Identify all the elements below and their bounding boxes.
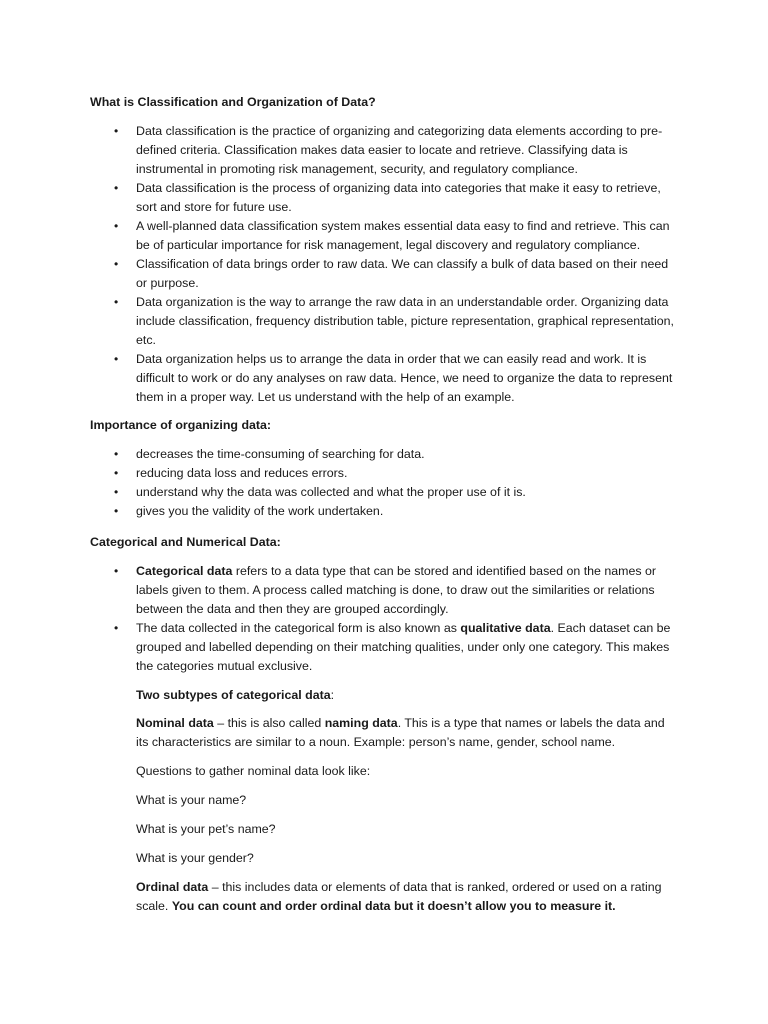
list-item-text: Data classification is the practice of organizing and categorizing data elements according to pre-defined criteria. Classification makes data easier to locate and retrieve. Classifying data is instrumental in promoting risk management, security, and regulatory compliance. bbox=[136, 124, 663, 176]
list-item-text: gives you the validity of the work undertaken. bbox=[136, 504, 384, 518]
bullet-icon: • bbox=[114, 466, 119, 480]
section-heading-classification: What is Classification and Organization of Data? bbox=[90, 95, 376, 109]
questions-intro: Questions to gather nominal data look like: bbox=[136, 764, 371, 778]
question-item: What is your name? bbox=[136, 793, 247, 807]
bullet-icon: • bbox=[114, 352, 119, 366]
list-item-text: Classification of data brings order to raw data. We can classify a bulk of data based on their need or purpose. bbox=[136, 257, 669, 290]
ordinal-emphasis-text: You can count and order ordinal data but it doesn’t allow you to measure it. bbox=[171, 899, 616, 913]
paragraph-text: – this is also called bbox=[213, 716, 325, 730]
list-item bbox=[0, 619, 678, 676]
bullet-icon: • bbox=[114, 564, 119, 578]
list-item bbox=[0, 445, 678, 464]
list-item bbox=[0, 255, 678, 293]
list-item bbox=[0, 350, 678, 407]
term-categorical-data: Categorical data bbox=[136, 564, 233, 578]
list-item bbox=[0, 122, 678, 179]
bullet-icon: • bbox=[114, 219, 119, 233]
bullet-icon: • bbox=[114, 181, 119, 195]
list-item-text: Data organization helps us to arrange the data in order that we can easily read and work. It is difficult to work or do any analyses on raw data. Hence, we need to organize the data to represent them in a proper way. Let us understand with the help of an example. bbox=[136, 352, 673, 404]
bullet-icon: • bbox=[114, 295, 119, 309]
section-heading-categorical-numerical: Categorical and Numerical Data: bbox=[90, 535, 281, 549]
question-item: What is your gender? bbox=[136, 851, 254, 865]
list-item-text: A well-planned data classification system makes essential data easy to find and retrieve. This can be of particular importance for risk management, legal discovery and regulatory compliance. bbox=[136, 219, 670, 252]
list-item-text: Data classification is the process of organizing data into categories that make it easy to retrieve, sort and store for future use. bbox=[136, 181, 661, 214]
list-item-text: The data collected in the categorical form is also known as bbox=[136, 621, 461, 635]
list-item-text: reducing data loss and reduces errors. bbox=[136, 466, 348, 480]
subtypes-heading-colon: : bbox=[330, 688, 335, 702]
list-item-text: . Each dataset can be grouped and labelled depending on their matching qualities, under only one category. This makes the categories mutual exclusive. bbox=[136, 621, 671, 673]
list-item-text: Data organization is the way to arrange the raw data in an understandable order. Organizing data include classification, frequency distribution table, picture representation, graphical representation, etc. bbox=[136, 295, 674, 347]
bullet-icon: • bbox=[114, 447, 119, 461]
bullet-icon: • bbox=[114, 621, 119, 635]
term-qualitative-data: qualitative data bbox=[460, 621, 551, 635]
question-item: What is your pet’s name? bbox=[136, 822, 276, 836]
nominal-data-paragraph bbox=[136, 714, 678, 752]
list-item bbox=[0, 483, 678, 502]
paragraph-text: . This is a type that names or labels the data and its characteristics are similar to a noun. Example: person’s name, gender, school name. bbox=[136, 716, 665, 749]
list-item bbox=[0, 293, 678, 350]
importance-bullet-list bbox=[0, 445, 768, 521]
subtypes-heading-text: Two subtypes of categorical data bbox=[136, 688, 331, 702]
subtypes-heading bbox=[136, 686, 678, 705]
list-item bbox=[0, 217, 678, 255]
term-nominal-data: Nominal data bbox=[136, 716, 214, 730]
list-item bbox=[0, 179, 678, 217]
bullet-icon: • bbox=[114, 504, 119, 518]
classification-bullet-list bbox=[0, 122, 768, 407]
list-item-text: decreases the time-consuming of searching for data. bbox=[136, 447, 425, 461]
paragraph-text: – this includes data or elements of data that is ranked, ordered or used on a rating scale. bbox=[136, 880, 662, 913]
list-item-text: refers to a data type that can be stored and identified based on the names or labels given to them. A process called matching is done, to draw out the similarities or relations between the data and then they are grouped accordingly. bbox=[136, 564, 657, 616]
list-item bbox=[0, 464, 678, 483]
list-item bbox=[0, 562, 678, 619]
list-item-text: understand why the data was collected and what the proper use of it is. bbox=[136, 485, 526, 499]
bullet-icon: • bbox=[114, 257, 119, 271]
bullet-icon: • bbox=[114, 124, 119, 138]
bullet-icon: • bbox=[114, 485, 119, 499]
list-item bbox=[0, 502, 678, 521]
categorical-bullet-list bbox=[0, 562, 768, 676]
term-ordinal-data: Ordinal data bbox=[136, 880, 209, 894]
term-naming-data: naming data bbox=[324, 716, 398, 730]
ordinal-data-paragraph bbox=[136, 878, 678, 916]
section-heading-importance: Importance of organizing data: bbox=[90, 418, 272, 432]
